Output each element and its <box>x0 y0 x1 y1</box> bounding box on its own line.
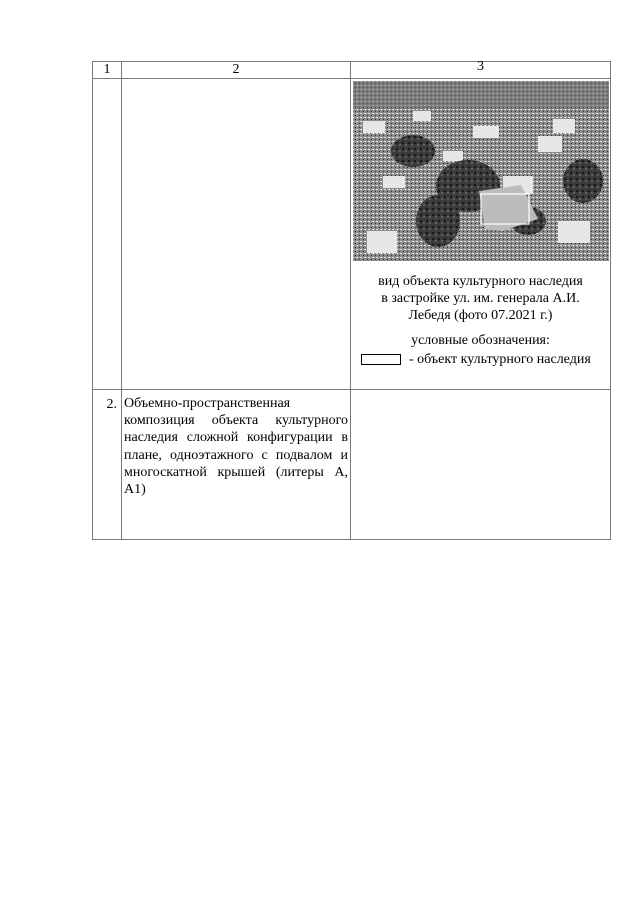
row-description: Объемно-пространственная композиция объекта культурного наследия сложной конфигурации в плане, одноэтажного с подвалом и многоскатной крышей (литеры А, А1) <box>122 390 351 540</box>
legend-title: условные обозначения: <box>411 333 550 348</box>
legend-item-label: - объект культурного наследия <box>409 352 591 367</box>
row-number: 2. <box>93 390 122 540</box>
row-description <box>122 79 351 390</box>
legend <box>361 351 610 368</box>
header-col-1: 1 <box>93 62 122 79</box>
document-table <box>92 61 611 540</box>
empty-cell <box>351 390 611 540</box>
table-header-row <box>93 62 611 79</box>
header-col-3: 3 <box>351 62 611 79</box>
photo-cell <box>351 79 611 390</box>
aerial-photo <box>353 81 609 261</box>
row-number <box>93 79 122 390</box>
legend-outline-icon <box>361 354 401 365</box>
photo-caption: вид объекта культурного наследия в застройке ул. им. генерала А.И. Лебедя (фото 07.2021 г.) <box>378 274 583 323</box>
table-row <box>93 79 611 390</box>
header-col-2: 2 <box>122 62 351 79</box>
table-row <box>93 390 611 540</box>
